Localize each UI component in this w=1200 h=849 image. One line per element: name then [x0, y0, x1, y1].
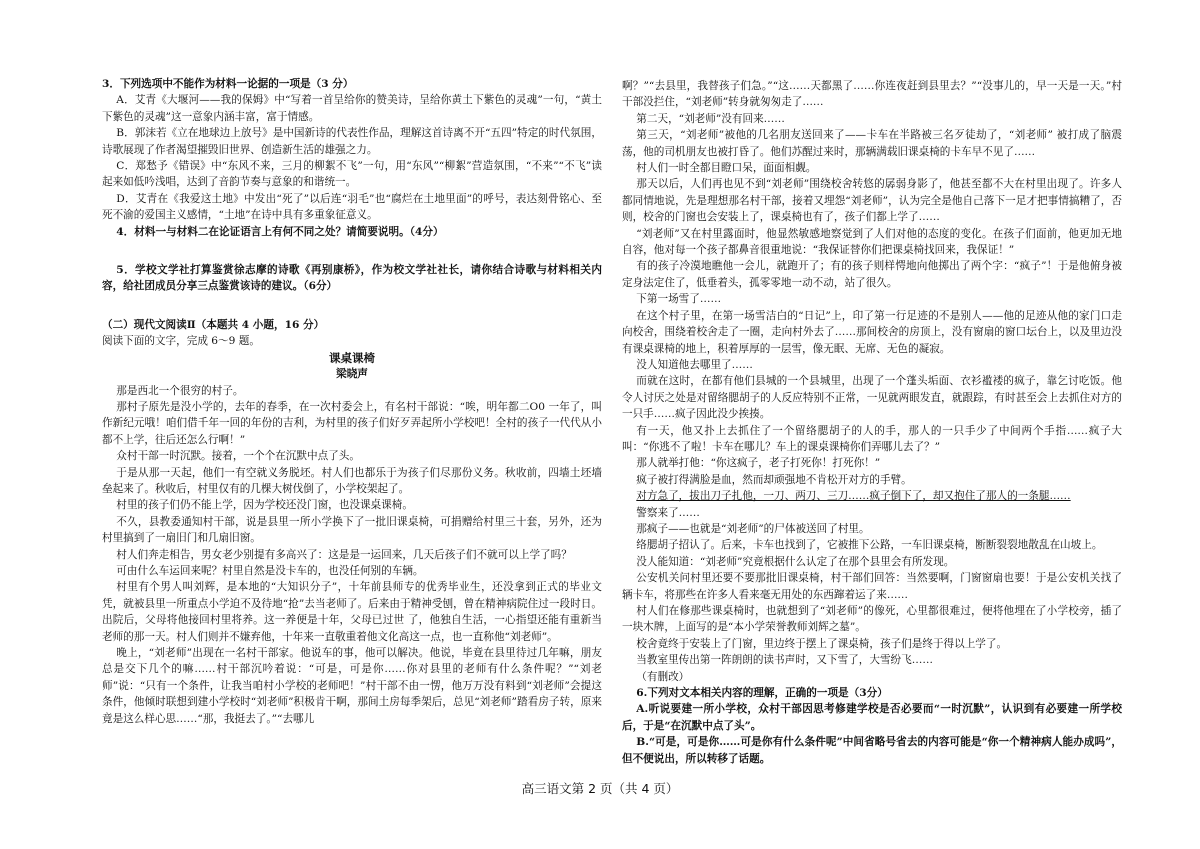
story-paragraph: 不久，县教委通知村干部，说是县里一所小学换下了一批旧课桌椅，可捐赠给村里三十套，另外，还为村里搞到了一扇旧门和几扇旧窗。 — [102, 515, 602, 545]
section-title: （二）现代文阅读Ⅱ（本题共 4 小题，16 分） — [102, 318, 325, 331]
question-3-option-b: B．郭沫若《立在地球边上放号》是中国新诗的代表性作品，理解这首诗离不开“五四”特定的时代氛围，诗歌展现了作者渴望摧毁旧世界、创造新生活的雄强之力。 — [102, 127, 602, 156]
story-paragraph: 于是从那一天起，他们一有空就义务脱坯。村人们也都乐于为孩子们尽那份义务。秋收前，四墙土坯墙垒起来了。秋收后，村里仅有的几棵大树伐倒了，小学校架起了。 — [102, 466, 602, 495]
story-paragraph: 村人们在修那些课桌椅时，也就想到了“刘老师”的像死，心里都很难过，便将他埋在了小学校旁，插了一块木牌，上面写的是“本小学荣誉教师刘辉之墓”。 — [622, 605, 1122, 634]
story-paragraph: 警察来了…… — [636, 506, 700, 519]
story-source-note: （有删改） — [636, 670, 690, 683]
story-paragraph: 当教室里传出第一阵朗朗的读书声时，又下雪了，大雪纷飞…… — [636, 654, 933, 667]
question-6-option-a: A.听说要建一所小学校，众村干部因思考修建学校是否必要而“一时沉默”，认识到有必要建一所学校后，于是“在沉默中点了头”。 — [622, 703, 1122, 732]
story-paragraph: 村人们奔走相告，男女老少别提有多高兴了：这是是一运回来，几天后孩子们不就可以上学了吗？ — [116, 548, 572, 561]
right-column — [622, 78, 1122, 767]
story-paragraph: 众村干部一时沉默。接着，一个个在沉默中点了头。 — [116, 450, 360, 463]
story-paragraph: 没人知道他去哪里了…… — [636, 358, 753, 371]
question-5: 5．学校文学社打算鉴赏徐志摩的诗歌《再别康桥》，作为校文学社社长，请你结合诗歌与材料相关内容，给社团成员分享三点鉴赏该诗的建议。（6分） — [102, 264, 602, 293]
story-paragraph: 可由什么车运回来呢？村里自然是没卡车的，也没任何别的车辆。 — [116, 564, 424, 577]
story-paragraph: 啊？”“去县里，我替孩子们急。”“这……天都黑了……你连夜赶到县里去？”“没事儿的，早一天是一天。”村干部没拦住，“刘老师”转身就匆匆走了…… — [622, 80, 1122, 109]
story-paragraph: 第二天，“刘老师”没有回来…… — [636, 112, 785, 125]
story-paragraph: 晚上，“刘老师”出现在一名村干部家。他说车的事，他可以解决。他说，毕竟在县里待过几年嘛，朋友总是交下几个的嘛……村干部沉吟着说：“可是，可是你……你对县里的老师有什么条件呢？”“刘老师”说：“只有一个条件，让我当咱村小学校的老师吧！”村干部不由一愣，他万万没有料到“刘老师”会提这条件，他倾时联想到建小学校时“刘老师”积极肯干啊，那间土房每季架后，总见“刘老师”踏看房子转，原来竟是这么样心思……“那，我挺去了。”“去哪儿 — [102, 647, 602, 725]
story-paragraph: 村里有个男人叫刘辉，是本地的“大知识分子”，十年前县师专的优秀毕业生，还没拿到正式的毕业文凭，就被县里一所重点小学迫不及待地“抢”去当老师了。后来由于精神受刨，曾在精神病院住过一段时日。出院后，父母将他接回村里将养。这一养便是十年，父母已过世 了，他独自生活，一心指望还能有重新当老师的那一天。村人们则并不嫌弃他，十年来一直敬重着他文化高这一点，也一直称他“刘老师”。 — [102, 581, 602, 643]
story-paragraph: 有的孩子冷漠地瞧他一会儿，就跑开了；有的孩子则样愕地向他掷出了两个字：“疯子”！于是他俯身被定身法定住了，低垂着头，孤零零地一动不动，站了很久。 — [622, 260, 1122, 289]
story-paragraph: 村人们一时全都目瞪口呆，面面相觑。 — [636, 162, 817, 175]
story-paragraph: 校舍竟终于安装上了门窗，里边终于摆上了课桌椅，孩子们是终于得以上学了。 — [636, 637, 1008, 650]
story-author: 梁晓声 — [336, 368, 368, 381]
story-paragraph: “刘老师”又在村里露面时，他显然敏感地察觉到了人们对他的态度的变化。在孩子们面前，他更加无地自容，他对每一个孩子都鼻音很重地说：“我保证替你们把课桌椅找回来，我保证！” — [622, 227, 1122, 257]
left-column — [102, 76, 602, 727]
story-paragraph: 公安机关问村里还要不要那批旧课桌椅，村干部们回答：当然要啊，门窗窗扇也要！于是公安机关找了辆卡车，将那些在许多人看来毫无用处的东西蹿着运了来…… — [622, 572, 1122, 601]
story-paragraph: 疯子被打得满脸是血，然而却顽强地不肯松开对方的手臂。 — [636, 473, 912, 486]
story-paragraph: 第三天，“刘老师”被他的几名朋友送回来了——卡车在半路被三名歹徒劫了，“刘老师” 被打成了脑震荡，他的司机朋友也被打昏了。他们苏醒过来时，那辆满载旧课桌椅的卡车早不见了…… — [622, 129, 1122, 158]
section-instructions: 阅读下面的文字，完成 6～9 题。 — [102, 335, 260, 348]
story-paragraph: 络腮胡子招认了。后来，卡车也找到了，它被推下公路，一车旧课桌椅，断断裂裂地散乱在山坡上。 — [636, 539, 1103, 552]
story-paragraph: 没人能知道：“刘老师”究竟根据什么认定了在那个县里会有所发现。 — [636, 555, 955, 568]
story-paragraph: 那是西北一个很穷的村子。 — [116, 384, 244, 397]
story-paragraph: 那天以后，人们再也见不到“刘老师”围绕校舍转悠的孱弱身影了，他甚至都不大在村里出现了。许多人都同情地说，先是理想那名村干部，接着又埋怨“刘老师”，认为完全是他自己落下一足才把事情搞糟了，否则，校舍的门窗也会安装上了，课桌椅也有了，孩子们都上学了…… — [622, 178, 1122, 224]
question-3-option-a: A．艾青《大堰河——我的保姆》中“写着一首呈给你的赞美诗，呈给你黄土下紫色的灵魂”一句，“黄土下紫色的灵魂”这一意象内涵丰富，富于情感。 — [102, 94, 602, 123]
question-3-option-d: D．艾青在《我爱这土地》中发出“死了”以后连“羽毛”也“腐烂在土地里面”的呼号，表达刻骨铭心、至死不渝的爱国主义感情，“土地”在诗中具有多重象征意义。 — [102, 192, 602, 222]
story-title: 课桌课椅 — [329, 350, 375, 365]
question-6-option-b: B.“可是，可是你……可是你有什么条件呢”中间省略号省去的内容可能是“你一个精神病人能办成吗”，但不便说出，所以转移了话题。 — [622, 736, 1122, 765]
story-paragraph: 那人就举打他：“你这疯子，老子打死你！打死你！” — [636, 457, 881, 470]
story-paragraph: 在这个村子里，在第一场雪洁白的“日记”上，印了第一行足迹的不是别人——他的足迹从他的家门口走向校舍，围绕着校舍走了一圈，走向村外去了……那间校舍的房顶上，没有窗扇的窗口坛台上，以及里边没有课桌课椅的地上，积着厚厚的一层雪，像无眠、无席、无色的凝寂。 — [622, 309, 1122, 355]
story-paragraph-underlined: 对方急了，拔出刀子扎他，一刀、两刀、三刀……疯子倒下了，却又抱住了那人的一条腿…… — [636, 490, 1071, 503]
story-paragraph: 村里的孩子们仍不能上学，因为学校还没门窗，也没课桌课椅。 — [116, 499, 413, 512]
question-3-title: 3．下列选项中不能作为材料一论据的一项是（3 分） — [102, 78, 354, 90]
question-6-title: 6.下列对文本相关内容的理解，正确的一项是（3分） — [636, 687, 888, 700]
question-3-option-c: C．郑愁予《错误》中“东风不来，三月的柳絮不飞”一句，用“东风”“柳絮”营造氛围，“不来”“不飞”读起来如低吟浅唱，达到了音韵节奏与意象的和谐统一。 — [102, 160, 602, 189]
story-paragraph: 而就在这时，在都有他们县城的一个县城里，出现了一个蓬头垢面、衣衫褴褛的疯子，靠乞讨吃饭。他令人讨厌之处是对留络腮胡子的人反应特别不正常，一见就两眼发直，就跟踪，有时甚至会上去抓住对方的一只手……疯子因此没少挨揍。 — [622, 375, 1122, 421]
page-footer: 高三语文第 2 页（共 4 页） — [521, 781, 679, 796]
story-paragraph: 下第一场雪了…… — [636, 293, 722, 306]
story-paragraph: 那疯子——也就是“刘老师”的尸体被送回了村里。 — [636, 522, 870, 535]
story-paragraph: 那村子原先是没小学的，去年的春季，在一次村委会上，有名村干部说：“唉，明年都二O0 一年了，叫作新纪元哦！咱们借千年一回的年份的吉利，为村里的孩子们好歹弄起所小学校吧！全村的孩子一代代从小都不上学，往后还怎么行啊！” — [102, 400, 602, 446]
story-paragraph: 有一天，他又扑上去抓住了一个留络腮胡子的人的手，那人的一只手少了中间两个手指……疯子大叫：“你逃不了啦！卡车在哪儿？车上的课桌课椅你们弄哪儿去了？” — [622, 424, 1122, 453]
question-4: 4．材料一与材料二在论证语言上有何不同之处？请简要说明。（4分） — [116, 225, 444, 238]
